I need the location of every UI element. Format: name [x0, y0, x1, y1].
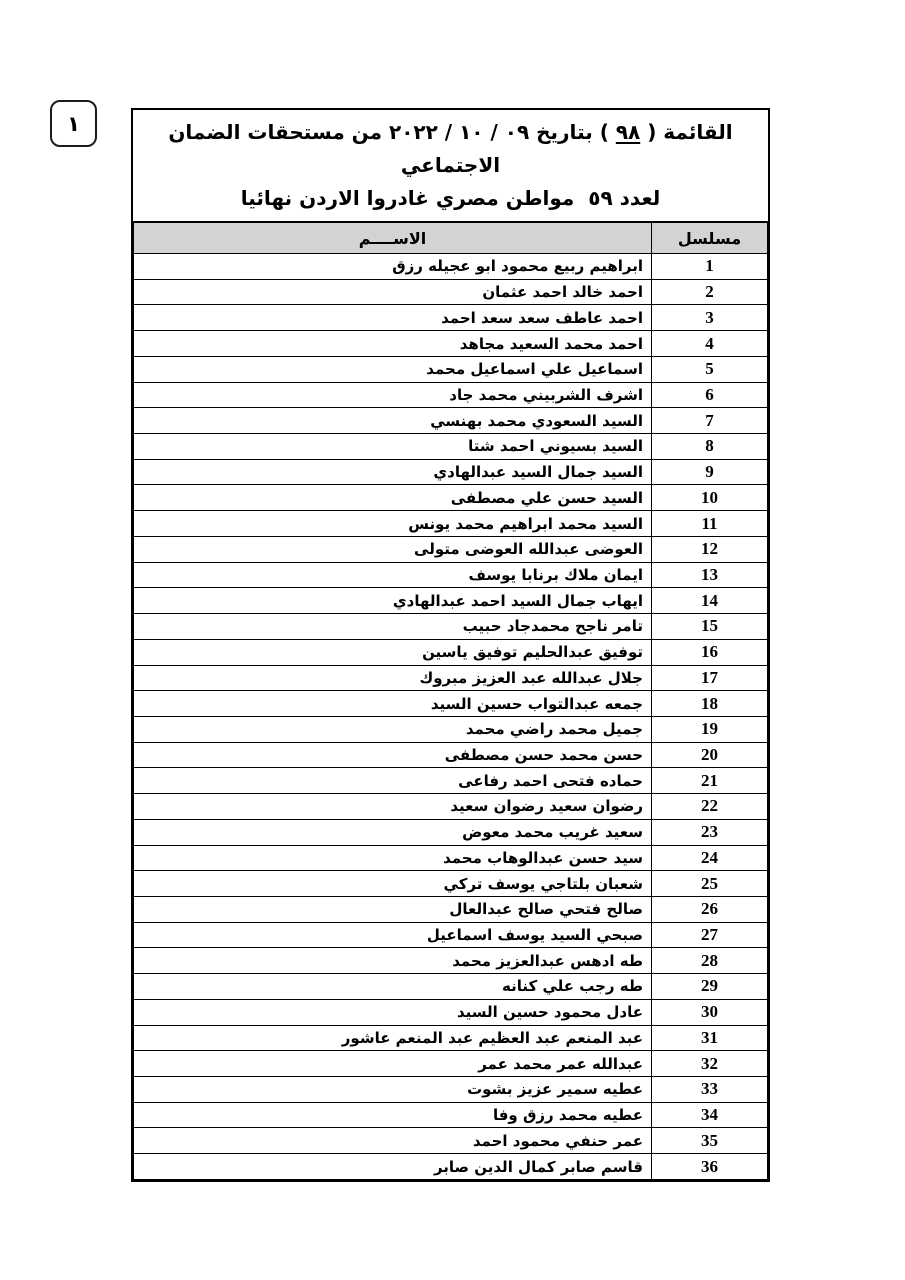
names-table [133, 222, 768, 1180]
table-row [134, 511, 768, 537]
serial-cell: 25 [652, 871, 768, 897]
serial-cell: 9 [652, 459, 768, 485]
header-row [134, 223, 768, 254]
table-row [134, 691, 768, 717]
serial-cell: 33 [652, 1077, 768, 1103]
table-row [134, 614, 768, 640]
serial-cell: 23 [652, 819, 768, 845]
name-cell: سعيد غريب محمد معوض [134, 819, 652, 845]
name-cell: اشرف الشربيني محمد جاد [134, 382, 652, 408]
serial-cell: 22 [652, 794, 768, 820]
serial-cell: 21 [652, 768, 768, 794]
serial-cell: 34 [652, 1102, 768, 1128]
serial-cell: 32 [652, 1051, 768, 1077]
serial-cell: 26 [652, 896, 768, 922]
serial-cell: 17 [652, 665, 768, 691]
name-cell: تامر ناجح محمدجاد حبيب [134, 614, 652, 640]
name-cell: جميل محمد راضي محمد [134, 716, 652, 742]
title-line-2: لعدد ٥٩ مواطن مصري غادروا الاردن نهائيا [240, 186, 661, 210]
table-row [134, 999, 768, 1025]
name-cell: رضوان سعيد رضوان سعيد [134, 794, 652, 820]
table-row [134, 819, 768, 845]
serial-cell: 11 [652, 511, 768, 537]
name-cell: صبحي السيد يوسف اسماعيل [134, 922, 652, 948]
table-row [134, 1025, 768, 1051]
table-row [134, 896, 768, 922]
name-cell: السيد محمد ابراهيم محمد يونس [134, 511, 652, 537]
title-prefix: القائمة ( [640, 120, 733, 144]
name-cell: حماده فتحى احمد رفاعى [134, 768, 652, 794]
serial-cell: 35 [652, 1128, 768, 1154]
name-cell: حسن محمد حسن مصطفى [134, 742, 652, 768]
table-row [134, 459, 768, 485]
name-cell: السيد جمال السيد عبدالهادي [134, 459, 652, 485]
serial-cell: 10 [652, 485, 768, 511]
serial-cell: 29 [652, 974, 768, 1000]
name-cell: السيد السعودي محمد بهنسي [134, 408, 652, 434]
table-row [134, 922, 768, 948]
serial-cell: 4 [652, 331, 768, 357]
column-header-name: الاســــم [134, 223, 652, 254]
table-row [134, 305, 768, 331]
serial-cell: 5 [652, 356, 768, 382]
table-row [134, 974, 768, 1000]
table-row [134, 254, 768, 280]
name-cell: عمر حنفي محمود احمد [134, 1128, 652, 1154]
serial-cell: 20 [652, 742, 768, 768]
name-cell: عادل محمود حسين السيد [134, 999, 652, 1025]
serial-cell: 12 [652, 536, 768, 562]
table-row [134, 665, 768, 691]
name-cell: جمعه عبدالتواب حسين السيد [134, 691, 652, 717]
table-row [134, 1077, 768, 1103]
table-row [134, 742, 768, 768]
name-cell: عطيه محمد رزق وفا [134, 1102, 652, 1128]
names-list-table [131, 108, 770, 1182]
table-row [134, 356, 768, 382]
table-row [134, 382, 768, 408]
name-cell: طه رجب علي كنانه [134, 974, 652, 1000]
serial-cell: 13 [652, 562, 768, 588]
table-row [134, 716, 768, 742]
name-cell: السيد بسيوني احمد شتا [134, 434, 652, 460]
name-cell: توفيق عبدالحليم توفيق ياسين [134, 639, 652, 665]
name-cell: احمد خالد احمد عثمان [134, 279, 652, 305]
name-cell: قاسم صابر كمال الدين صابر [134, 1154, 652, 1180]
name-cell: سيد حسن عبدالوهاب محمد [134, 845, 652, 871]
page-number-box [50, 100, 97, 147]
table-row [134, 1154, 768, 1180]
serial-cell: 1 [652, 254, 768, 280]
name-cell: صالح فتحي صالح عبدالعال [134, 896, 652, 922]
table-row [134, 588, 768, 614]
table-row [134, 1128, 768, 1154]
name-cell: جلال عبدالله عبد العزيز مبروك [134, 665, 652, 691]
name-cell: طه ادهس عبدالعزيز محمد [134, 948, 652, 974]
table-row [134, 948, 768, 974]
table-row [134, 768, 768, 794]
serial-cell: 16 [652, 639, 768, 665]
table-row [134, 485, 768, 511]
serial-cell: 30 [652, 999, 768, 1025]
table-row [134, 562, 768, 588]
table-row [134, 331, 768, 357]
name-cell: عبد المنعم عبد العظيم عبد المنعم عاشور [134, 1025, 652, 1051]
column-header-serial: مسلسل [652, 223, 768, 254]
serial-cell: 27 [652, 922, 768, 948]
serial-cell: 6 [652, 382, 768, 408]
table-row [134, 871, 768, 897]
name-cell: ايهاب جمال السيد احمد عبدالهادي [134, 588, 652, 614]
table-row [134, 639, 768, 665]
table-row [134, 845, 768, 871]
serial-cell: 7 [652, 408, 768, 434]
table-row [134, 536, 768, 562]
serial-cell: 31 [652, 1025, 768, 1051]
page-number: ١ [67, 111, 80, 136]
name-cell: عطيه سمير عزيز بشوت [134, 1077, 652, 1103]
name-cell: شعبان بلتاجي يوسف تركي [134, 871, 652, 897]
list-number: ٩٨ [615, 120, 641, 144]
table-row [134, 794, 768, 820]
name-cell: احمد محمد السعيد مجاهد [134, 331, 652, 357]
name-cell: احمد عاطف سعد سعد احمد [134, 305, 652, 331]
serial-cell: 24 [652, 845, 768, 871]
name-cell: السيد حسن علي مصطفى [134, 485, 652, 511]
name-cell: ابراهيم ربيع محمود ابو عجيله رزق [134, 254, 652, 280]
title-suffix: ) بتاريخ ٠٩ / ١٠ / ٢٠٢٢ من مستحقات الضمان الاجتماعي [168, 120, 616, 177]
serial-cell: 28 [652, 948, 768, 974]
serial-cell: 14 [652, 588, 768, 614]
serial-cell: 8 [652, 434, 768, 460]
serial-cell: 36 [652, 1154, 768, 1180]
serial-cell: 2 [652, 279, 768, 305]
serial-cell: 19 [652, 716, 768, 742]
serial-cell: 15 [652, 614, 768, 640]
name-cell: اسماعيل علي اسماعيل محمد [134, 356, 652, 382]
table-title [133, 110, 768, 222]
name-cell: عبدالله عمر محمد عمر [134, 1051, 652, 1077]
table-row [134, 1102, 768, 1128]
serial-cell: 18 [652, 691, 768, 717]
table-row [134, 434, 768, 460]
title-line-1 [141, 116, 760, 182]
table-row [134, 1051, 768, 1077]
name-cell: العوضى عبدالله العوضى متولى [134, 536, 652, 562]
table-row [134, 408, 768, 434]
table-row [134, 279, 768, 305]
name-cell: ايمان ملاك برنابا يوسف [134, 562, 652, 588]
serial-cell: 3 [652, 305, 768, 331]
